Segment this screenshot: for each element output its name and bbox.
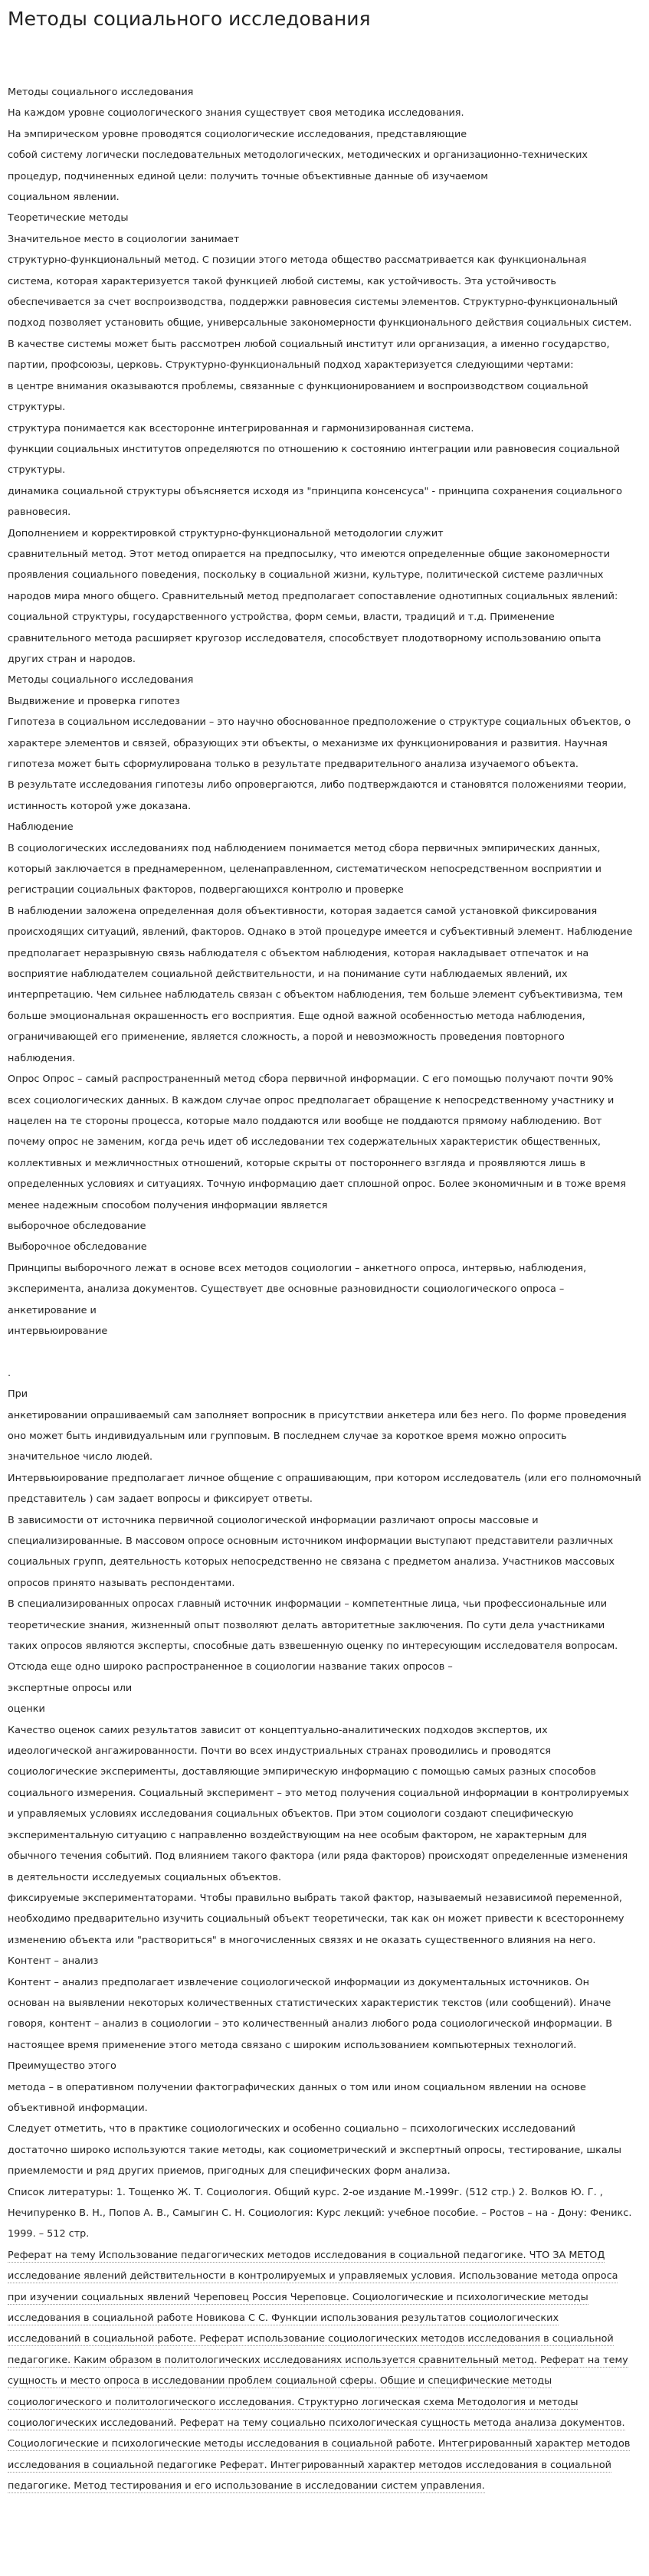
line-text: система, которая характеризуется такой функцией любой системы, как устойчивость. Эта устойчивость (8, 275, 556, 287)
line-text: менее надежным способом получения информации является (8, 1199, 328, 1211)
line-text: говоря, контент – анализ в социологии – это количественный анализ любого рода социологической информации. В (8, 2018, 613, 2030)
related-link-text[interactable]: при изучении социальных явлений Череповец Россия Череповце. Социологические и психологические методы (8, 2291, 588, 2303)
text-line (8, 1573, 641, 1594)
text-line (8, 187, 641, 208)
line-text: в деятельности исследуемых социальных объектов. (8, 1871, 282, 1883)
text-line (8, 1531, 641, 1552)
text-line (8, 292, 641, 313)
text-line (8, 754, 641, 775)
related-link-line[interactable] (8, 2350, 641, 2371)
text-line (8, 1972, 641, 1993)
related-link-text[interactable]: исследований в социальной работе. Реферат использование социологических методов исследования в социальной (8, 2333, 614, 2345)
text-line (8, 2140, 641, 2161)
line-text: функции социальных институтов определяются по отношению к состоянию интеграции или равновесия социальной (8, 443, 621, 455)
text-line (8, 2224, 641, 2244)
line-text: теоретические знания, жизненный опыт позволяют делать авторитетные заключения. По сути дела участниками (8, 1619, 605, 1631)
text-line (8, 691, 641, 712)
related-link-line[interactable] (8, 2266, 641, 2286)
line-text: значительное число людей. (8, 1451, 153, 1463)
line-text: В зависимости от источника первичной социологической информации различают опросы массовые и (8, 1514, 539, 1526)
line-text: структурно-функциональный метод. С позиции этого метода общество рассматривается как функциональная (8, 254, 587, 267)
line-text: На каждом уровне социологического знания существует своя методика исследования. (8, 107, 464, 120)
text-line (8, 2098, 641, 2119)
line-text: собой систему логически последовательных методологических, методических и организационно-технических (8, 149, 588, 162)
line-text: наблюдения. (8, 1052, 76, 1064)
line-text: В социологических исследованиях под наблюдением понимается метод сбора первичных эмпирических данных, (8, 842, 601, 854)
line-text: Опрос Опрос – самый распространенный метод сбора первичной информации. С его помощью получают почти 90% (8, 1073, 614, 1086)
related-link-line[interactable] (8, 2392, 641, 2413)
text-line (8, 670, 641, 690)
line-text: опросов принято называть респондентами. (8, 1577, 235, 1589)
text-line (8, 1048, 641, 1069)
line-text: народов мира много общего. Сравнительный метод предполагает сопоставление однотипных социальных явлений: (8, 590, 618, 602)
line-text: Дополнением и корректировкой структурно-функциональной методологии служит (8, 527, 444, 539)
line-text: Список литературы: 1. Тощенко Ж. Т. Социология. Общий курс. 2-ое издание М.-1999г. (512 стр.) 2. Волков Ю. Г. , (8, 2186, 603, 2198)
line-text: Нечипуренко В. Н., Попов А. В., Самыгин С. Н. Социология: Курс лекций: учебное пособие. – Ростов – на - Дону: Феникс. (8, 2207, 632, 2220)
line-text: достаточно широко используются такие методы, как социометрический и экспертный опросы, тестирование, шкалы (8, 2144, 621, 2156)
text-line (8, 376, 641, 397)
line-text: который заключается в преднамеренном, целенаправленном, систематическом непосредственном восприятии и (8, 864, 601, 876)
text-line (8, 2161, 641, 2181)
line-text: истинность которой уже доказана. (8, 800, 192, 812)
line-text: Принципы выборочного лежат в основе всех методов социологии – анкетного опроса, интервью, наблюдения, (8, 1262, 587, 1274)
related-link-line[interactable] (8, 2455, 641, 2476)
text-line (8, 565, 641, 585)
line-text: приемлемости и ряд других приемов, пригодных для специфических форм анализа. (8, 2165, 451, 2178)
line-text: структуры. (8, 464, 66, 477)
line-text: Контент – анализ (8, 1955, 99, 1968)
text-line (8, 838, 641, 859)
text-line (8, 124, 641, 145)
text-line (8, 796, 641, 817)
line-text: В результате исследования гипотезы либо опровергаются, либо подтверждаются и становятся положениями теории, (8, 779, 627, 791)
text-line (8, 82, 641, 103)
text-line (8, 859, 641, 880)
text-line (8, 1426, 641, 1447)
line-text: Контент – анализ предполагает извлечение социологической информации из документальных источников. Он (8, 1976, 589, 1988)
text-line (8, 817, 641, 837)
line-text: определенных условиях и ситуациях. Точную информацию дает сплошной опрос. Более экономичным и в тоже время (8, 1178, 627, 1191)
related-link-text[interactable]: социологических исследований. Реферат на тему социально психологическая сущность метода анализа документов. (8, 2417, 625, 2430)
text-line (8, 1594, 641, 1614)
text-line (8, 1447, 641, 1467)
text-line (8, 1867, 641, 1888)
related-link-text[interactable]: социологического и политологического исследования. Структурно логическая схема Методология и методы (8, 2396, 579, 2408)
line-text: социальной структуры, государственного устройства, форм семьи, власти, традиций и т.д. Применение (8, 611, 555, 624)
text-line (8, 1804, 641, 1824)
text-line (8, 1636, 641, 1657)
text-line (8, 103, 641, 123)
text-line (8, 523, 641, 544)
text-line (8, 1678, 641, 1699)
line-text: фиксируемые экспериментаторами. Чтобы правильно выбрать такой фактор, называемый независимой переменной, (8, 1892, 622, 1904)
text-line (8, 1951, 641, 1971)
related-link-text[interactable]: Реферат на тему Использование педагогических методов исследования в социальной педагогике. ЧТО ЗА МЕТОД (8, 2249, 605, 2261)
related-link-text[interactable]: исследование явлений действительности в контролируемых и управляемых условия. Использование метода опроса (8, 2270, 618, 2283)
text-line (8, 1615, 641, 1636)
line-text: Методы социального исследования (8, 674, 194, 687)
text-line (8, 544, 641, 565)
text-line (8, 1363, 641, 1384)
line-text: Методы социального исследования (8, 87, 194, 98)
text-line (8, 1321, 641, 1342)
line-text: выборочное обследование (8, 1220, 146, 1232)
text-line (8, 2182, 641, 2203)
line-text: социологические эксперименты, доставляющие эмпирическую информацию с помощью самых разных способов (8, 1766, 596, 1778)
text-line (8, 1237, 641, 1257)
line-text: социального измерения. Социальный эксперимент – это метод получения социальной информации в контролируемых (8, 1787, 629, 1799)
text-line (8, 250, 641, 270)
text-line (8, 355, 641, 375)
line-text: восприятие наблюдателем социальной действительности, и на понимание сути наблюдаемых явлений, их (8, 968, 568, 981)
line-text: Наблюдение (8, 821, 74, 834)
text-line (8, 460, 641, 480)
text-line (8, 334, 641, 355)
text-line (8, 1510, 641, 1531)
line-text: Преимущество этого (8, 2060, 116, 2073)
line-text: нацелен на те стороны процесса, которые мало поддаются или вообще не поддаются прямому наблюдению. Вот (8, 1115, 602, 1127)
text-line (8, 1153, 641, 1174)
text-line (8, 1195, 641, 1216)
line-text: равновесия. (8, 506, 71, 519)
line-text: почему опрос не заменим, когда речь идет об исследовании тех содержательных характеристик общественных, (8, 1136, 601, 1149)
line-text: идеологической ангажированности. Почти во всех индустриальных странах проводились и проводятся (8, 1745, 551, 1758)
line-text: Качество оценок самих результатов зависит от концептуально-аналитических подходов экспертов, их (8, 1724, 548, 1736)
text-line (8, 586, 641, 607)
text-line (8, 1384, 641, 1404)
line-text: оно может быть индивидуальным или групповым. В последнем случае за короткое время можно опросить (8, 1430, 567, 1442)
related-link-text[interactable]: сущность и место опроса в исследовании проблем социальной сферы. Общие и специфические методы (8, 2375, 552, 2388)
line-text: метода – в оперативном получении фактографических данных о том или ином социальном явлении на основе (8, 2081, 586, 2093)
related-link-line[interactable] (8, 2371, 641, 2391)
text-line (8, 418, 641, 439)
text-line (8, 1720, 641, 1741)
text-line (8, 1846, 641, 1866)
text-line (8, 1699, 641, 1719)
line-text: 1999. – 512 стр. (8, 2228, 90, 2240)
page-title: Методы социального исследования (8, 8, 371, 30)
line-text: происходящих ситуаций, явлений, факторов. Однако в этой процедуре имеется и субъективный элемент. Наблюдение (8, 926, 633, 939)
related-link-line[interactable] (8, 2245, 641, 2266)
line-text: Выборочное обследование (8, 1241, 147, 1254)
line-text: На эмпирическом уровне проводятся социологические исследования, представляющие (8, 128, 467, 140)
line-text: экспериментальную ситуацию с направленно воздействующим на нее особым фактором, не характерным для (8, 1829, 587, 1841)
line-text: Отсюда еще одно широко распространенное в социологии название таких опросов – (8, 1661, 453, 1673)
line-text: . (8, 1367, 11, 1379)
line-text: экспертные опросы или (8, 1682, 133, 1694)
line-text: специализированные. В массовом опросе основным источником информации выступают представители различных (8, 1535, 614, 1548)
text-line (8, 502, 641, 523)
line-text: В наблюдении заложена определенная доля объективности, которая задается самой установкой фиксирования (8, 905, 598, 917)
text-line (8, 922, 641, 942)
line-text: коллективных и межличностных отношений, которые скрыты от постороннего взгляда и проявляются лишь в (8, 1157, 586, 1169)
related-link-text[interactable]: Социологические и психологические методы исследования в социальной работе. Интегрированный характер методов (8, 2438, 631, 2450)
related-link-text[interactable]: исследования в социальной педагогике Реферат. Интегрированный характер методов исследования в социальной (8, 2459, 611, 2471)
text-line (8, 1783, 641, 1804)
line-text: других стран и народов. (8, 653, 136, 665)
line-text: больше эмоциональная окрашенность его восприятия. Еще одной важной особенностью метода наблюдения, (8, 1010, 585, 1022)
line-text: структуры. (8, 401, 66, 414)
line-text: обеспечивается за счет воспроизводства, поддержки равновесия системы элементов. Структурно-функциональный (8, 297, 618, 309)
text-line (8, 1489, 641, 1509)
text-line (8, 2014, 641, 2034)
line-text: сравнительного метода расширяет кругозор исследователя, способствует плодотворному использованию опыта (8, 632, 601, 644)
related-link-line[interactable] (8, 2433, 641, 2454)
text-line (8, 397, 641, 418)
line-text: структура понимается как всесторонне интегрированная и гармонизированная система. (8, 422, 474, 434)
line-text: изменению объекта или "раствориться" в многочисленных связях и не оказать существенного влияния на него. (8, 1934, 596, 1946)
text-line (8, 607, 641, 628)
text-line (8, 1132, 641, 1152)
text-line (8, 1342, 641, 1362)
text-line (8, 1762, 641, 1782)
related-link-line[interactable] (8, 2287, 641, 2308)
text-line (8, 1741, 641, 1762)
text-line (8, 1888, 641, 1909)
line-text: При (8, 1388, 28, 1401)
text-line (8, 1825, 641, 1846)
line-text: характере элементов и связей, образующих эти объекты, о механизме их функционирования и развития. Научная (8, 737, 608, 749)
text-line (8, 1909, 641, 1929)
text-line (8, 1993, 641, 2014)
text-line (8, 1279, 641, 1299)
text-line (8, 649, 641, 670)
text-line (8, 439, 641, 460)
line-text: необходимо предварительно изучить социальный объект теоретически, так как он может привести к всестороннему (8, 1913, 624, 1925)
line-text: настоящее время применение этого метода связано с широким использованием компьютерных технологий. (8, 2039, 577, 2051)
text-line (8, 1258, 641, 1279)
line-text: гипотеза может быть сформулирована только в результате предварительного анализа изучаемого объекта. (8, 759, 579, 770)
text-line (8, 145, 641, 166)
line-text: объективной информации. (8, 2102, 148, 2114)
text-line (8, 1930, 641, 1951)
line-text: динамика социальной структуры объясняется исходя из "принципа консенсуса" - принципа сохранения социального (8, 485, 622, 497)
line-text: анкетировании опрашиваемый сам заполняет вопросник в присутствии анкетера или без него. По форме проведения (8, 1409, 627, 1421)
text-line (8, 1111, 641, 1132)
line-text: сравнительный метод. Этот метод опирается на предпосылку, что имеются определенные общие закономерности (8, 548, 611, 560)
line-text: партии, профсоюзы, церковь. Структурно-функциональный подход характеризуется следующими чертами: (8, 359, 574, 372)
related-link-line[interactable] (8, 2308, 641, 2329)
line-text: Интервьюирование предполагает личное общение с опрашивающим, при котором исследователь (или его полномочный (8, 1472, 641, 1484)
text-line (8, 733, 641, 754)
line-text: Значительное место в социологии занимает (8, 233, 240, 245)
line-text: представитель ) сам задает вопросы и фиксирует ответы. (8, 1493, 313, 1506)
text-line (8, 880, 641, 900)
text-line (8, 1090, 641, 1111)
text-line (8, 1405, 641, 1426)
line-text: Гипотеза в социальном исследовании – это научно обоснованное предположение о структуре социальных объектов, о (8, 716, 631, 729)
line-text: Теоретические методы (8, 212, 129, 224)
line-text: и управляемых условиях исследования социальных объектов. При этом социологи создают специфическую (8, 1808, 574, 1821)
text-line (8, 985, 641, 1005)
line-text: оценки (8, 1703, 45, 1716)
line-text: обычного течения событий. Под влиянием такого фактора (или ряда факторов) происходят определенные изменения (8, 1850, 628, 1863)
text-line (8, 964, 641, 985)
text-line (8, 943, 641, 964)
text-line (8, 313, 641, 333)
line-text: эксперимента, анализа документов. Существует две основные разновидности социологического опроса – (8, 1283, 565, 1296)
line-text: социальных групп, деятельность которых непосредственно не связана с предметом анализа. Участников массовых (8, 1556, 615, 1568)
text-line (8, 1300, 641, 1321)
line-text: в центре внимания оказываются проблемы, связанные с функционированием и воспроизводством социальной (8, 380, 588, 392)
text-line (8, 2119, 641, 2139)
article-body (8, 82, 641, 2497)
text-line (8, 1552, 641, 1572)
line-text: подход позволяет установить общие, универсальные закономерности функционального действия социальных систем. (8, 317, 632, 329)
text-line (8, 1216, 641, 1237)
text-line (8, 166, 641, 187)
line-text: таких опросов являются эксперты, способные дать взвешенную оценку по интересующим исследователя вопросам. (8, 1640, 618, 1653)
text-line (8, 2056, 641, 2076)
line-text: всех социологических данных. В каждом случае опрос предполагает обращение к непосредственному участнику и (8, 1094, 615, 1106)
line-text: В специализированных опросах главный источник информации – компетентные лица, чьи профессиональные или (8, 1598, 608, 1611)
text-line (8, 1006, 641, 1027)
line-text: основан на выявлении некоторых количественных статистических характеристик текстов (или сообщений). Иначе (8, 1997, 611, 2009)
text-line (8, 229, 641, 250)
line-text: анкетирование и (8, 1304, 97, 1316)
related-link-text[interactable]: педагогике. Каким образом в политологических исследованиях используется сравнительный метод. Реферат на тему (8, 2354, 628, 2366)
line-text: ограничивающей его применение, является сложность, а порой и невозможность проведения повторного (8, 1031, 565, 1044)
line-text: интерпретацию. Чем сильнее наблюдатель связан с объектом наблюдения, тем больше элемент субъективизма, тем (8, 989, 624, 1001)
text-line (8, 2035, 641, 2056)
line-text: интервьюирование (8, 1325, 108, 1337)
line-text: Выдвижение и проверка гипотез (8, 695, 180, 707)
line-text: процедур, подчиненных единой цели: получить точные объективные данные об изучаемом (8, 170, 488, 182)
text-line (8, 271, 641, 292)
related-link-line[interactable] (8, 2476, 641, 2496)
text-line (8, 1468, 641, 1489)
text-line (8, 1174, 641, 1195)
text-line (8, 1657, 641, 1677)
text-line (8, 901, 641, 922)
text-line (8, 2203, 641, 2224)
text-line (8, 712, 641, 732)
line-text: социальном явлении. (8, 192, 120, 204)
related-link-line[interactable] (8, 2329, 641, 2349)
line-text: регистрации социальных факторов, подвергающихся контролю и проверке (8, 884, 404, 896)
text-line (8, 208, 641, 228)
text-line (8, 1027, 641, 1047)
related-link-text[interactable]: исследования в социальной работе Новикова С С. Функции использования результатов социологических (8, 2312, 559, 2325)
text-line (8, 2077, 641, 2098)
text-line (8, 1069, 641, 1090)
text-line (8, 628, 641, 649)
text-line (8, 775, 641, 795)
line-text: проявления социального поведения, поскольку в социальной жизни, культуре, политической системе различных (8, 569, 604, 582)
related-link-line[interactable] (8, 2413, 641, 2433)
line-text: Следует отметить, что в практике социологических и особенно социально – психологических исследований (8, 2123, 575, 2135)
line-text: В качестве системы может быть рассмотрен любой социальный институт или организация, а именно государство, (8, 338, 610, 350)
text-line (8, 481, 641, 502)
related-link-text[interactable]: педагогике. Метод тестирования и его использование в исследовании систем управления. (8, 2480, 485, 2492)
line-text: предполагает неразрывную связь наблюдателя с объектом наблюдения, которая накладывает отпечаток и на (8, 947, 589, 959)
